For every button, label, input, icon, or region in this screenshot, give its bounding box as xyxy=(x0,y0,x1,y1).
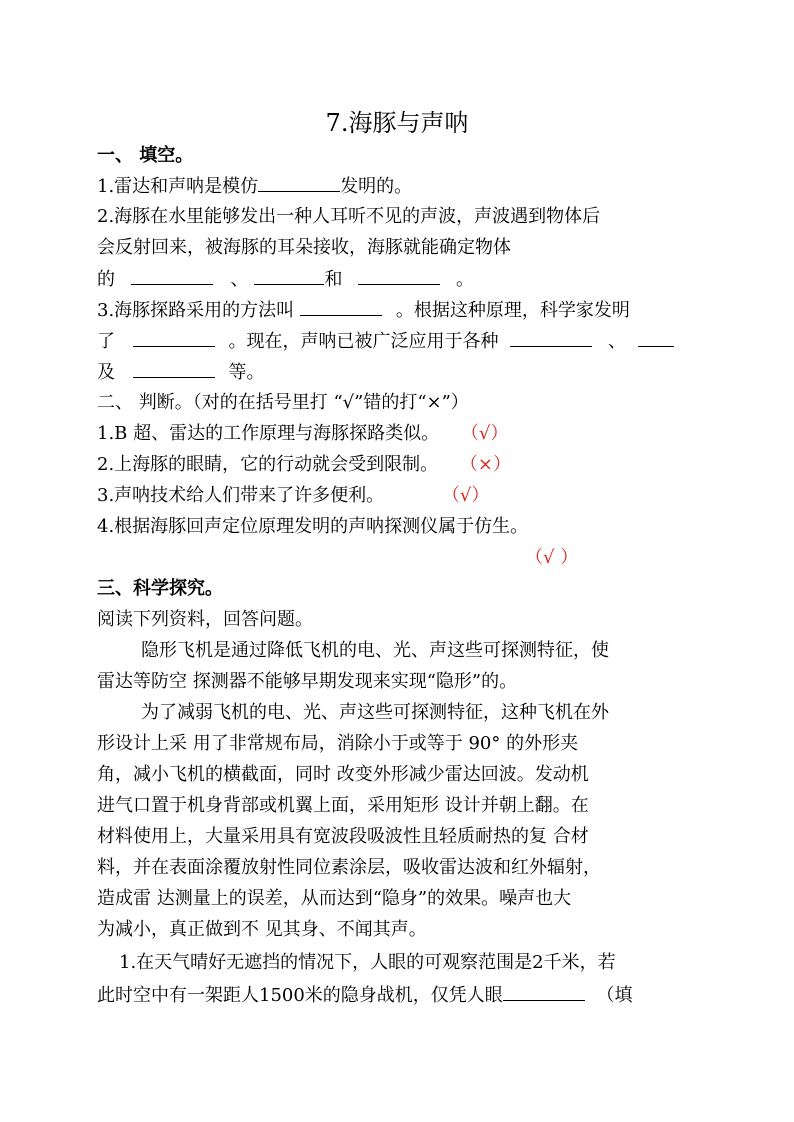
answer-blank[interactable] xyxy=(131,266,213,285)
question-3-1-line2 xyxy=(97,982,633,1009)
passage-line: 角，减小飞机的横截面，同时 改变外形减少雷达回波。发动机 xyxy=(97,764,589,785)
question-text: 的 xyxy=(97,269,115,290)
passage-line: 进气口置于机身背部或机翼上面，采用矩形 设计并朝上翻。在 xyxy=(97,795,589,816)
question-text: 。根据这种原理，科学家发明 xyxy=(395,300,630,321)
section-3-heading: 三、科学探究。 xyxy=(97,578,223,599)
question-text: 、 xyxy=(607,331,626,352)
question-text: 此时空中有一架距人1500米的隐身战机，仅凭人眼 xyxy=(97,985,503,1006)
judgement-item-2 xyxy=(97,452,511,478)
judgement-text: 1.B 超、雷达的工作原理与海豚探路类似。 xyxy=(97,423,440,444)
passage-line: 造成雷 达测量上的误差，从而达到“隐身”的效果。噪声也大 xyxy=(97,888,572,909)
answer-blank[interactable] xyxy=(638,328,674,347)
judgement-item-1 xyxy=(97,421,508,447)
judgement-item-3 xyxy=(97,483,489,509)
question-text: 和 xyxy=(324,269,343,290)
question-1-2-line1: 2.海豚在水里能够发出一种人耳听不见的声波，声波遇到物体后 xyxy=(97,206,601,227)
question-1-3-line2 xyxy=(97,328,674,355)
section-1-heading: 一、 填空。 xyxy=(97,145,194,166)
question-1-3-line1 xyxy=(97,297,630,324)
page-title: 7.海豚与声呐 xyxy=(325,109,469,137)
passage-line: 形设计上采 用了非常规布局，消除小于或等于 90° 的外形夹 xyxy=(97,733,579,754)
question-1-1 xyxy=(97,173,412,200)
judgement-text: 3.声呐技术给人们带来了许多便利。 xyxy=(97,485,385,506)
answer-blank[interactable] xyxy=(133,359,215,378)
judgement-answer: （√） xyxy=(460,423,509,444)
question-text: 。现在，声呐已被广泛应用于各种 xyxy=(228,331,499,352)
judgement-item-4: 4.根据海豚回声定位原理发明的声呐探测仪属于仿生。 xyxy=(97,516,529,537)
passage-line: 隐形飞机是通过降低飞机的电、光、声这些可探测特征，使 xyxy=(141,640,609,661)
judgement-text: 2.上海豚的眼睛，它的行动就会受到限制。 xyxy=(97,454,439,475)
answer-blank[interactable] xyxy=(358,266,440,285)
answer-blank[interactable] xyxy=(503,982,585,1001)
answer-blank[interactable] xyxy=(258,173,340,192)
answer-blank[interactable] xyxy=(510,328,592,347)
question-text: 及 xyxy=(97,362,115,383)
passage-line: 料，并在表面涂覆放射性同位素涂层，吸收雷达波和红外辐射， xyxy=(97,857,601,878)
question-text: 发明的。 xyxy=(340,176,413,197)
passage-line: 为减小，真正做到不 见其身、不闻其声。 xyxy=(97,919,427,940)
reading-intro: 阅读下列资料，回答问题。 xyxy=(97,609,313,630)
question-text: （填 xyxy=(596,985,633,1006)
question-1-3-line3 xyxy=(97,359,264,386)
judgement-answer: （√） xyxy=(441,485,490,506)
question-text: 了 xyxy=(97,331,115,352)
passage-line: 材料使用上，大量采用具有宽波段吸波性且轻质耐热的复 合材 xyxy=(97,826,589,847)
question-3-1-line1: 1.在天气晴好无遮挡的情况下，人眼的可观察范围是2千米，若 xyxy=(119,952,616,973)
passage-line: 为了减弱飞机的电、光、声这些可探测特征，这种飞机在外 xyxy=(141,702,609,723)
question-text: 1.雷达和声呐是模仿 xyxy=(97,176,259,197)
section-2-heading: 二、 判断。（对的在括号里打 “√”错的打“×”） xyxy=(97,392,469,413)
question-text: 、 xyxy=(230,269,249,290)
question-text: 。 xyxy=(455,269,474,290)
question-text: 等。 xyxy=(228,362,265,383)
question-1-2-line3 xyxy=(97,266,474,293)
answer-blank[interactable] xyxy=(300,297,382,316)
passage-line: 雷达等防空 探测器不能够早期发现来实现“隐形”的。 xyxy=(97,671,518,692)
judgement-answer: （√ ） xyxy=(525,547,579,568)
answer-blank[interactable] xyxy=(254,266,324,285)
question-1-2-line2: 会反射回来，被海豚的耳朵接收，海豚就能确定物体 xyxy=(97,237,511,258)
judgement-answer: （×） xyxy=(459,454,512,475)
question-text: 3.海豚探路采用的方法叫 xyxy=(97,300,295,321)
answer-blank[interactable] xyxy=(133,328,215,347)
